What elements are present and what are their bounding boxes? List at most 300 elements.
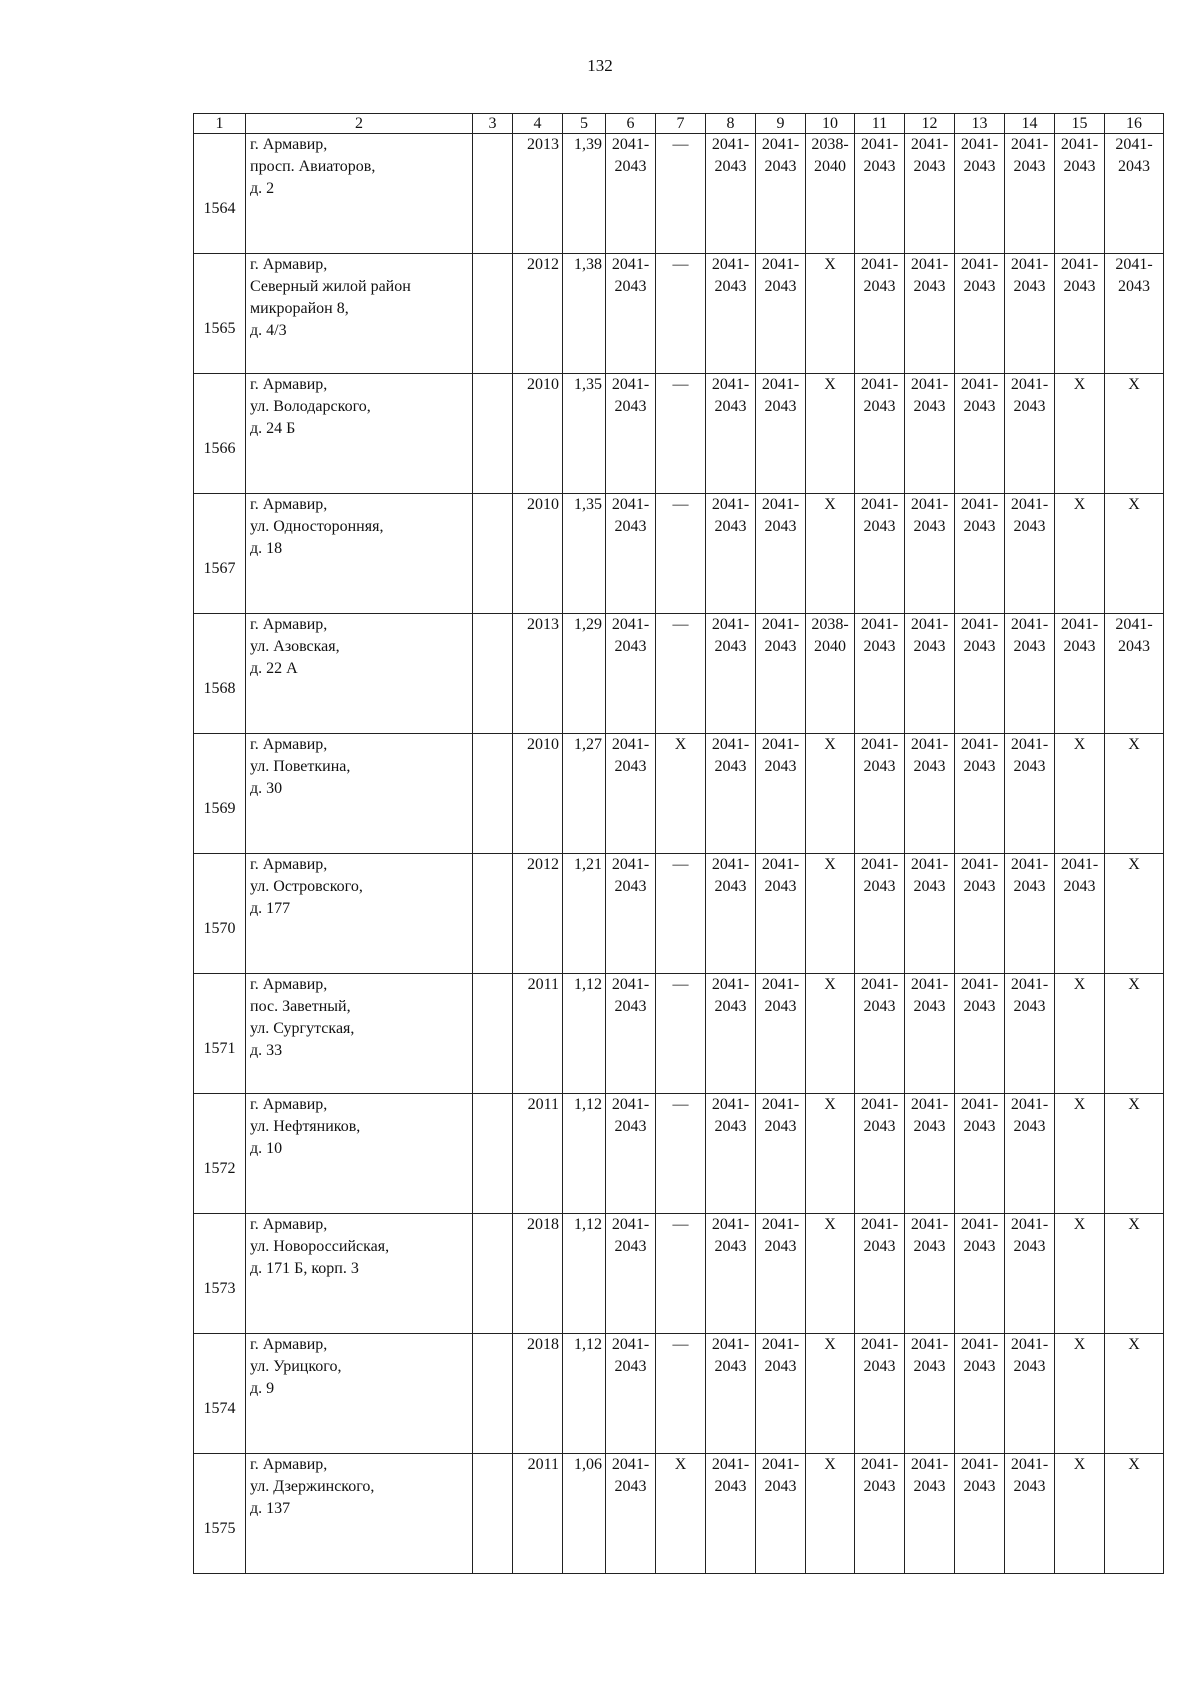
period-cell-15: X — [1055, 974, 1105, 1094]
ratio-cell: 1,27 — [563, 734, 606, 854]
period-cell-13 — [955, 1334, 1005, 1454]
period-cell-12 — [905, 734, 955, 854]
period-cell-11 — [855, 614, 905, 734]
period-cell-11 — [855, 1214, 905, 1334]
period-start: 2041- — [910, 1456, 949, 1473]
period-start: 2041- — [960, 1096, 999, 1113]
period-end: 2043 — [764, 998, 797, 1015]
period-cell-14 — [1005, 254, 1055, 374]
address-line: г. Армавир, — [250, 976, 328, 993]
address-line: г. Армавир, — [250, 616, 328, 633]
ratio-cell: 1,39 — [563, 134, 606, 254]
period-cell-14 — [1005, 854, 1055, 974]
address-line: д. 171 Б, корп. 3 — [250, 1260, 359, 1277]
period-cell-8 — [706, 1214, 756, 1334]
period-start: 2041- — [711, 376, 750, 393]
period-end: 2043 — [714, 398, 747, 415]
period-start: 2041- — [960, 736, 999, 753]
period-start: 2041- — [910, 856, 949, 873]
period-start: 2041- — [910, 1216, 949, 1233]
address-line: д. 24 Б — [250, 420, 296, 437]
period-start: 2041- — [960, 616, 999, 633]
period-start: 2041- — [611, 1216, 650, 1233]
period-end: 2043 — [614, 1358, 647, 1375]
period-end: 2043 — [1118, 278, 1150, 295]
period-end: 2043 — [913, 278, 946, 295]
period-cell-15 — [1055, 614, 1105, 734]
period-cell-11 — [855, 854, 905, 974]
period-cell-7: X — [656, 734, 706, 854]
period-end: 2043 — [714, 998, 747, 1015]
column-header-16: 16 — [1105, 114, 1164, 134]
period-cell-10: X — [806, 1334, 855, 1454]
period-end: 2043 — [614, 518, 647, 535]
period-end: 2043 — [764, 878, 797, 895]
address-line: Северный жилой район — [250, 278, 411, 295]
period-end: 2043 — [913, 638, 946, 655]
period-start: 2041- — [860, 376, 899, 393]
year-cell: 2012 — [513, 854, 563, 974]
address-line: г. Армавир, — [250, 256, 328, 273]
period-cell-8 — [706, 1334, 756, 1454]
header-row — [194, 114, 1164, 134]
empty-cell — [473, 1094, 513, 1214]
year-cell: 2010 — [513, 734, 563, 854]
period-start: 2041- — [761, 256, 800, 273]
address-line: д. 18 — [250, 540, 283, 557]
period-start: 2041- — [711, 736, 750, 753]
table-row — [194, 134, 1164, 254]
period-end: 2043 — [913, 1118, 946, 1135]
column-header-1: 1 — [194, 114, 246, 134]
address-line: ул. Володарского, — [250, 398, 371, 415]
period-start: 2041- — [960, 1216, 999, 1233]
period-cell-13 — [955, 494, 1005, 614]
period-cell-9 — [756, 254, 806, 374]
address-line: г. Армавир, — [250, 736, 328, 753]
period-end: 2043 — [963, 398, 996, 415]
period-cell-10: X — [806, 494, 855, 614]
period-start: 2041- — [960, 976, 999, 993]
period-cell-16: X — [1105, 974, 1164, 1094]
period-end: 2043 — [764, 1118, 797, 1135]
period-end: 2043 — [714, 758, 747, 775]
period-end: 2043 — [863, 398, 896, 415]
period-start: 2041- — [761, 376, 800, 393]
empty-cell — [473, 1454, 513, 1574]
ratio-cell: 1,35 — [563, 494, 606, 614]
period-end: 2043 — [714, 1118, 747, 1135]
address-line: ул. Азовская, — [250, 638, 340, 655]
column-header-11: 11 — [855, 114, 905, 134]
address-line: д. 33 — [250, 1042, 283, 1059]
period-cell-6 — [606, 1094, 656, 1214]
address-line: г. Армавир, — [250, 856, 328, 873]
period-cell-6 — [606, 254, 656, 374]
address-line: ул. Сургутская, — [250, 1020, 355, 1037]
period-cell-14 — [1005, 374, 1055, 494]
period-cell-7: X — [656, 1454, 706, 1574]
year-cell: 2013 — [513, 614, 563, 734]
period-cell-16 — [1105, 614, 1164, 734]
period-start: 2041- — [910, 256, 949, 273]
period-start: 2041- — [611, 856, 650, 873]
row-number-cell — [194, 494, 246, 614]
period-start: 2038- — [811, 136, 849, 153]
table-row — [194, 614, 1164, 734]
ratio-cell: 1,21 — [563, 854, 606, 974]
period-cell-9 — [756, 1094, 806, 1214]
period-cell-16: X — [1105, 494, 1164, 614]
row-number: 1571 — [203, 1040, 236, 1057]
address-cell — [246, 1214, 473, 1334]
period-end: 2043 — [1118, 638, 1150, 655]
period-end: 2043 — [863, 518, 896, 535]
period-cell-12 — [905, 1214, 955, 1334]
period-start: 2041- — [910, 376, 949, 393]
period-cell-11 — [855, 374, 905, 494]
period-cell-14 — [1005, 1334, 1055, 1454]
period-end: 2043 — [1013, 398, 1046, 415]
address-line: ул. Нефтяников, — [250, 1118, 361, 1135]
period-end: 2043 — [714, 638, 747, 655]
period-cell-9 — [756, 1214, 806, 1334]
period-start: 2041- — [860, 136, 899, 153]
period-cell-12 — [905, 494, 955, 614]
period-end: 2043 — [614, 1118, 647, 1135]
empty-cell — [473, 374, 513, 494]
period-cell-6 — [606, 614, 656, 734]
table-row — [194, 974, 1164, 1094]
period-cell-14 — [1005, 134, 1055, 254]
address-cell — [246, 1094, 473, 1214]
period-end: 2043 — [863, 998, 896, 1015]
period-cell-8 — [706, 374, 756, 494]
period-end: 2043 — [1013, 278, 1046, 295]
period-end: 2043 — [863, 638, 896, 655]
period-end: 2043 — [1013, 758, 1046, 775]
period-cell-16: X — [1105, 1454, 1164, 1574]
period-end: 2043 — [1013, 878, 1046, 895]
ratio-cell: 1,12 — [563, 1214, 606, 1334]
period-start: 2041- — [711, 1216, 750, 1233]
empty-cell — [473, 1214, 513, 1334]
address-cell — [246, 1334, 473, 1454]
year-cell: 2018 — [513, 1334, 563, 1454]
period-start: 2041- — [860, 976, 899, 993]
period-cell-7: — — [656, 614, 706, 734]
address-line: д. 137 — [250, 1500, 291, 1517]
period-cell-8 — [706, 254, 756, 374]
period-end: 2043 — [1013, 998, 1046, 1015]
column-header-10: 10 — [806, 114, 855, 134]
address-line: ул. Дзержинского, — [250, 1478, 375, 1495]
period-start: 2041- — [761, 736, 800, 753]
period-cell-14 — [1005, 734, 1055, 854]
period-end: 2043 — [1013, 1118, 1046, 1135]
period-start: 2041- — [761, 496, 800, 513]
period-start: 2041- — [761, 1336, 800, 1353]
period-cell-15 — [1055, 254, 1105, 374]
period-cell-13 — [955, 1214, 1005, 1334]
period-cell-9 — [756, 374, 806, 494]
period-end: 2043 — [1118, 158, 1150, 175]
period-start: 2041- — [960, 256, 999, 273]
period-cell-10: X — [806, 854, 855, 974]
period-cell-15: X — [1055, 374, 1105, 494]
address-line: ул. Островского, — [250, 878, 363, 895]
address-line: ул. Урицкого, — [250, 1358, 342, 1375]
period-end: 2043 — [764, 638, 797, 655]
period-start: 2041- — [1010, 496, 1049, 513]
period-end: 2043 — [614, 998, 647, 1015]
period-start: 2041- — [1060, 256, 1099, 273]
address-line: просп. Авиаторов, — [250, 158, 376, 175]
period-cell-11 — [855, 254, 905, 374]
period-cell-14 — [1005, 614, 1055, 734]
period-start: 2041- — [1010, 1336, 1049, 1353]
period-end: 2043 — [614, 158, 647, 175]
period-start: 2041- — [611, 736, 650, 753]
period-end: 2043 — [1063, 878, 1096, 895]
period-cell-13 — [955, 854, 1005, 974]
address-cell — [246, 374, 473, 494]
period-cell-13 — [955, 974, 1005, 1094]
period-end: 2040 — [814, 638, 846, 655]
period-start: 2041- — [1010, 1456, 1049, 1473]
period-cell-6 — [606, 1334, 656, 1454]
period-cell-16: X — [1105, 374, 1164, 494]
year-cell: 2010 — [513, 374, 563, 494]
row-number: 1574 — [203, 1400, 236, 1417]
period-end: 2043 — [863, 1238, 896, 1255]
period-end: 2043 — [913, 878, 946, 895]
period-end: 2043 — [913, 518, 946, 535]
period-start: 2041- — [910, 496, 949, 513]
period-end: 2043 — [764, 1478, 797, 1495]
period-cell-15: X — [1055, 734, 1105, 854]
period-end: 2043 — [1013, 518, 1046, 535]
period-start: 2041- — [1010, 376, 1049, 393]
period-start: 2041- — [960, 496, 999, 513]
address-line: пос. Заветный, — [250, 998, 351, 1015]
period-end: 2043 — [764, 158, 797, 175]
period-cell-15: X — [1055, 1454, 1105, 1574]
year-cell: 2011 — [513, 974, 563, 1094]
period-end: 2043 — [963, 1478, 996, 1495]
period-cell-12 — [905, 134, 955, 254]
table-header — [194, 114, 1164, 134]
period-start: 2041- — [910, 736, 949, 753]
row-number: 1564 — [203, 200, 236, 217]
period-end: 2043 — [863, 1478, 896, 1495]
row-number: 1575 — [203, 1520, 236, 1537]
period-end: 2043 — [764, 518, 797, 535]
row-number: 1570 — [203, 920, 236, 937]
period-cell-7: — — [656, 974, 706, 1094]
period-cell-7: — — [656, 1334, 706, 1454]
period-cell-16 — [1105, 134, 1164, 254]
table-row — [194, 854, 1164, 974]
row-number: 1573 — [203, 1280, 236, 1297]
document-table — [193, 113, 1164, 1574]
period-cell-7: — — [656, 1094, 706, 1214]
period-end: 2043 — [714, 518, 747, 535]
period-start: 2041- — [1010, 976, 1049, 993]
period-cell-8 — [706, 614, 756, 734]
column-header-13: 13 — [955, 114, 1005, 134]
period-start: 2041- — [860, 256, 899, 273]
period-end: 2043 — [963, 158, 996, 175]
period-start: 2041- — [1010, 1096, 1049, 1113]
address-line: д. 30 — [250, 780, 283, 797]
period-start: 2041- — [611, 976, 650, 993]
period-cell-7: — — [656, 254, 706, 374]
period-cell-15 — [1055, 854, 1105, 974]
row-number-cell — [194, 1334, 246, 1454]
period-cell-7: — — [656, 854, 706, 974]
period-cell-13 — [955, 254, 1005, 374]
period-end: 2043 — [963, 878, 996, 895]
ratio-cell: 1,12 — [563, 1334, 606, 1454]
period-cell-10: X — [806, 974, 855, 1094]
period-end: 2043 — [1013, 1238, 1046, 1255]
table-body — [194, 134, 1164, 1574]
address-line: ул. Поветкина, — [250, 758, 351, 775]
period-cell-6 — [606, 134, 656, 254]
empty-cell — [473, 1334, 513, 1454]
period-start: 2041- — [611, 136, 650, 153]
period-cell-12 — [905, 854, 955, 974]
year-cell: 2012 — [513, 254, 563, 374]
period-end: 2043 — [863, 878, 896, 895]
empty-cell — [473, 134, 513, 254]
row-number-cell — [194, 974, 246, 1094]
period-cell-9 — [756, 734, 806, 854]
period-cell-11 — [855, 1334, 905, 1454]
period-start: 2041- — [1060, 856, 1099, 873]
period-cell-6 — [606, 374, 656, 494]
address-line: г. Армавир, — [250, 1456, 328, 1473]
column-header-14: 14 — [1005, 114, 1055, 134]
period-cell-6 — [606, 1214, 656, 1334]
period-cell-13 — [955, 1454, 1005, 1574]
period-cell-13 — [955, 1094, 1005, 1214]
period-end: 2043 — [1013, 638, 1046, 655]
row-number-cell — [194, 134, 246, 254]
row-number-cell — [194, 1454, 246, 1574]
period-cell-16: X — [1105, 734, 1164, 854]
period-start: 2041- — [611, 376, 650, 393]
period-cell-10: X — [806, 374, 855, 494]
period-cell-10: X — [806, 1214, 855, 1334]
page-number: 132 — [587, 56, 613, 75]
period-cell-11 — [855, 1454, 905, 1574]
row-number-cell — [194, 734, 246, 854]
period-start: 2041- — [1060, 136, 1099, 153]
period-end: 2043 — [614, 758, 647, 775]
period-cell-9 — [756, 1334, 806, 1454]
period-cell-16: X — [1105, 1334, 1164, 1454]
period-start: 2041- — [761, 1216, 800, 1233]
period-end: 2043 — [863, 1118, 896, 1135]
period-start: 2041- — [711, 856, 750, 873]
column-header-7: 7 — [656, 114, 706, 134]
table-row — [194, 734, 1164, 854]
period-end: 2043 — [963, 758, 996, 775]
period-cell-12 — [905, 974, 955, 1094]
address-line: д. 177 — [250, 900, 291, 917]
period-start: 2041- — [611, 1336, 650, 1353]
period-start: 2041- — [910, 136, 949, 153]
row-number: 1569 — [203, 800, 236, 817]
period-cell-12 — [905, 614, 955, 734]
period-end: 2043 — [1013, 158, 1046, 175]
address-cell — [246, 134, 473, 254]
period-start: 2041- — [910, 616, 949, 633]
period-end: 2043 — [714, 278, 747, 295]
period-end: 2043 — [963, 1118, 996, 1135]
period-cell-10: X — [806, 254, 855, 374]
period-start: 2041- — [1010, 256, 1049, 273]
year-cell: 2010 — [513, 494, 563, 614]
period-cell-11 — [855, 734, 905, 854]
row-number-cell — [194, 1094, 246, 1214]
column-header-15: 15 — [1055, 114, 1105, 134]
column-header-9: 9 — [756, 114, 806, 134]
period-cell-9 — [756, 494, 806, 614]
address-line: д. 2 — [250, 180, 275, 197]
period-cell-12 — [905, 1094, 955, 1214]
period-end: 2043 — [913, 158, 946, 175]
period-start: 2041- — [611, 1456, 650, 1473]
column-header-6: 6 — [606, 114, 656, 134]
address-line: г. Армавир, — [250, 496, 328, 513]
period-start: 2041- — [860, 1456, 899, 1473]
table-row — [194, 494, 1164, 614]
period-start: 2041- — [611, 616, 650, 633]
period-cell-15: X — [1055, 1214, 1105, 1334]
period-start: 2041- — [1010, 616, 1049, 633]
period-end: 2043 — [614, 398, 647, 415]
period-cell-15: X — [1055, 1334, 1105, 1454]
table-row — [194, 374, 1164, 494]
table-row — [194, 254, 1164, 374]
address-line: ул. Односторонняя, — [250, 518, 384, 535]
empty-cell — [473, 974, 513, 1094]
table-row — [194, 1334, 1164, 1454]
period-cell-11 — [855, 974, 905, 1094]
period-end: 2043 — [614, 1478, 647, 1495]
period-cell-13 — [955, 614, 1005, 734]
period-cell-8 — [706, 1454, 756, 1574]
column-header-2: 2 — [246, 114, 473, 134]
period-end: 2040 — [814, 158, 846, 175]
period-start: 2041- — [711, 496, 750, 513]
period-cell-6 — [606, 854, 656, 974]
period-end: 2043 — [714, 1238, 747, 1255]
period-start: 2041- — [960, 1456, 999, 1473]
period-cell-6 — [606, 734, 656, 854]
period-start: 2041- — [711, 1336, 750, 1353]
period-cell-14 — [1005, 1094, 1055, 1214]
address-line: г. Армавир, — [250, 1096, 328, 1113]
period-cell-15: X — [1055, 1094, 1105, 1214]
address-cell — [246, 734, 473, 854]
period-start: 2041- — [910, 1336, 949, 1353]
address-line: г. Армавир, — [250, 136, 328, 153]
period-end: 2043 — [764, 278, 797, 295]
